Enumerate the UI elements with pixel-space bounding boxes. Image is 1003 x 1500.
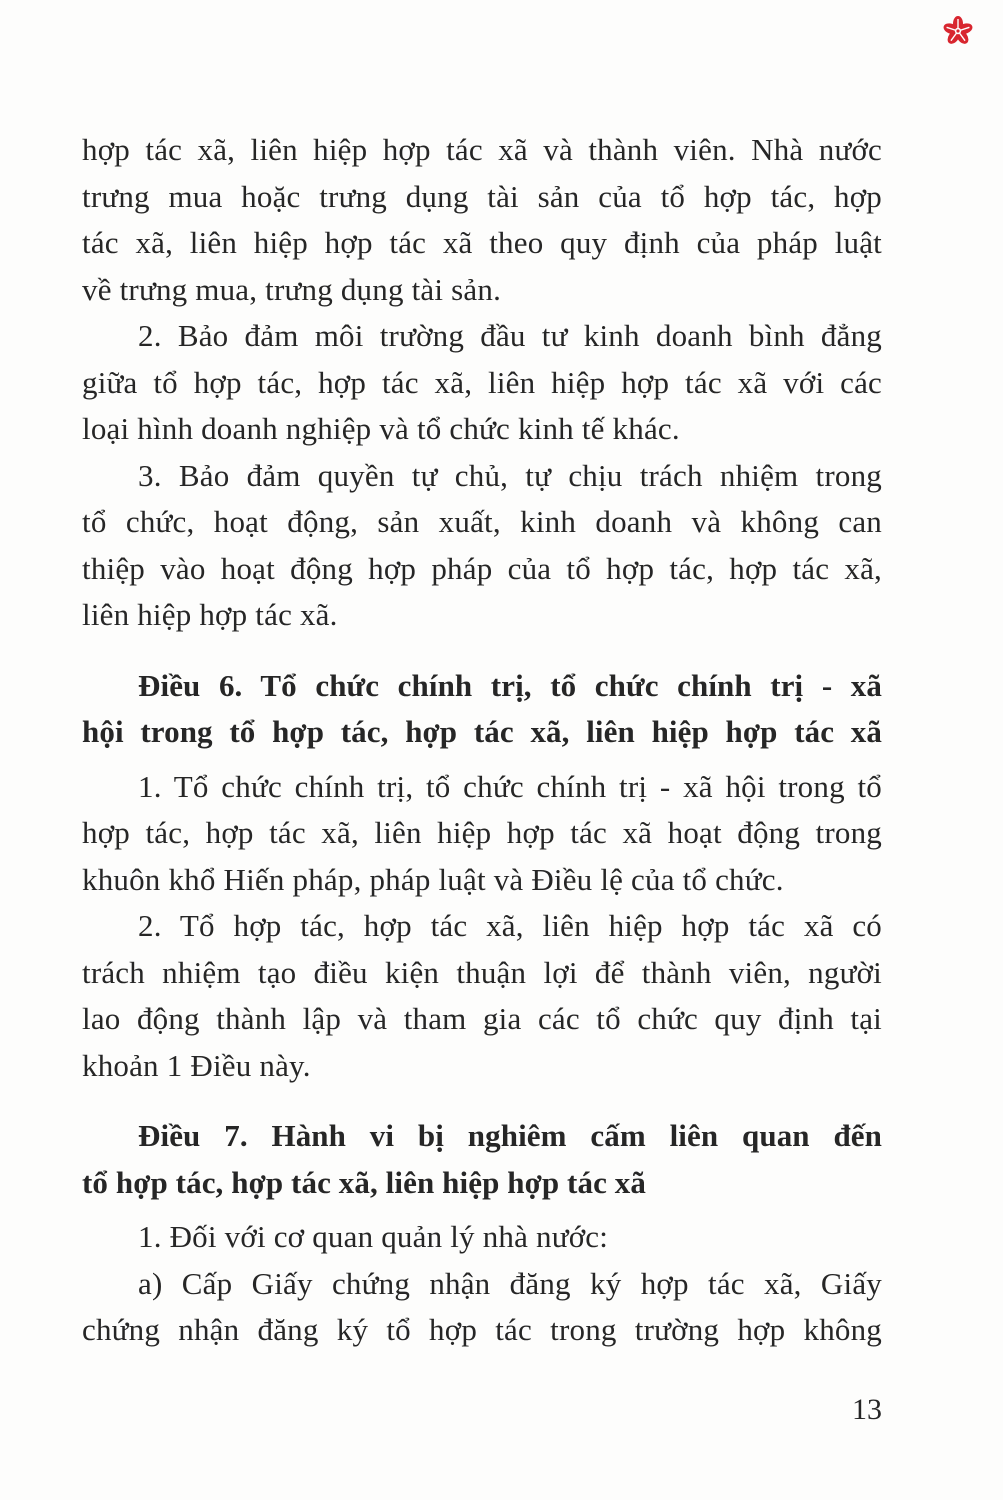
body-line: chứng nhận đăng ký tổ hợp tác trong trường hợp không: [82, 1312, 882, 1347]
body-line: hợp tác, hợp tác xã, liên hiệp hợp tác xã hoạt động trong: [82, 815, 882, 850]
page-body: [82, 127, 882, 1354]
page-number: 13: [852, 1393, 882, 1426]
body-line: 3. Bảo đảm quyền tự chủ, tự chịu trách nhiệm trong: [138, 457, 882, 493]
article-7-clause-1: [82, 1214, 882, 1261]
body-line: 2. Bảo đảm môi trường đầu tư kinh doanh bình đẳng: [138, 318, 882, 353]
body-line: lao động thành lập và tham gia các tổ chức quy định tại: [82, 1001, 882, 1036]
flower-logo-icon: [943, 16, 973, 46]
body-line: khoản 1 Điều này.: [82, 1047, 311, 1083]
heading-line: Điều 7. Hành vi bị nghiêm cấm liên quan đến: [138, 1118, 882, 1153]
body-line: 1. Tổ chức chính trị, tổ chức chính trị - xã hội trong tổ: [138, 768, 882, 804]
body-line: khuôn khổ Hiến pháp, pháp luật và Điều lệ của tổ chức.: [82, 861, 784, 897]
article-6-clause-2: [82, 903, 882, 1089]
body-line: a) Cấp Giấy chứng nhận đăng ký hợp tác xã, Giấy: [138, 1265, 882, 1301]
body-line: tổ chức, hoạt động, sản xuất, kinh doanh và không can: [82, 504, 882, 539]
heading-line: tổ hợp tác, hợp tác xã, liên hiệp hợp tác xã: [82, 1164, 646, 1200]
body-line: trưng mua hoặc trưng dụng tài sản của tổ hợp tác, hợp: [82, 178, 882, 214]
paragraph-clause-2: [82, 313, 882, 453]
article-6-heading: [82, 663, 882, 756]
article-7-point-a: [82, 1261, 882, 1354]
body-line: về trưng mua, trưng dụng tài sản.: [82, 271, 502, 307]
article-7-heading: [82, 1113, 882, 1206]
heading-line: Điều 6. Tổ chức chính trị, tổ chức chính trị - xã: [138, 667, 882, 703]
body-line: tác xã, liên hiệp hợp tác xã theo quy định của pháp luật: [82, 225, 882, 260]
paragraph-continuation: [82, 127, 882, 313]
paragraph-clause-3: [82, 453, 882, 639]
body-line: trách nhiệm tạo điều kiện thuận lợi để thành viên, người: [82, 954, 882, 990]
body-line: 1. Đối với cơ quan quản lý nhà nước:: [138, 1219, 609, 1254]
body-line: loại hình doanh nghiệp và tổ chức kinh tế khác.: [82, 411, 680, 446]
body-line: giữa tổ hợp tác, hợp tác xã, liên hiệp hợp tác xã với các: [82, 364, 882, 400]
body-line: hợp tác xã, liên hiệp hợp tác xã và thành viên. Nhà nước: [82, 132, 882, 167]
body-line: liên hiệp hợp tác xã.: [82, 597, 338, 632]
body-line: thiệp vào hoạt động hợp pháp của tổ hợp tác, hợp tác xã,: [82, 550, 882, 586]
body-line: 2. Tổ hợp tác, hợp tác xã, liên hiệp hợp tác xã có: [138, 908, 882, 943]
article-6-clause-1: [82, 764, 882, 904]
heading-line: hội trong tổ hợp tác, hợp tác xã, liên hiệp hợp tác xã: [82, 714, 882, 749]
